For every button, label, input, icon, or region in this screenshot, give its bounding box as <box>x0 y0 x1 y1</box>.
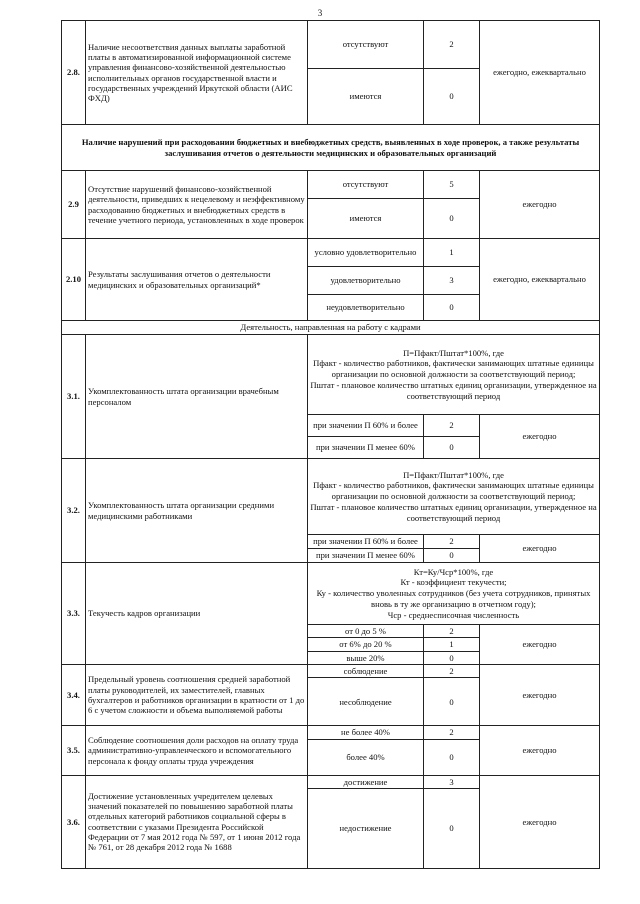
section-title: Деятельность, направленная на работу с кадрами <box>62 321 600 335</box>
table-row <box>62 664 600 677</box>
row-number: 2.8. <box>62 21 86 125</box>
option-label: при значении П 60% и более <box>308 535 424 549</box>
option-label: отсутствуют <box>308 171 424 199</box>
formula-line: Пфакт - количество работников, фактически занимающих штатные единицы организации по основной должности за соответствующий период; <box>313 480 594 502</box>
criterion-text: Текучесть кадров организации <box>86 563 308 665</box>
table-row <box>62 335 600 415</box>
option-label: при значении П 60% и более <box>308 415 424 437</box>
option-label: несоблюдение <box>308 678 424 726</box>
criterion-text: Укомплектованность штата организации средними медицинскими работниками <box>86 459 308 563</box>
option-label: условно удовлетворительно <box>308 239 424 267</box>
frequency: ежегодно <box>480 775 600 868</box>
frequency: ежегодно <box>480 415 600 459</box>
option-label: от 0 до 5 % <box>308 625 424 638</box>
row-number: 3.6. <box>62 775 86 868</box>
score-value: 0 <box>424 199 480 239</box>
row-number: 2.10 <box>62 239 86 321</box>
row-number: 3.2. <box>62 459 86 563</box>
formula-line: Кт - коэффициент текучести; <box>400 577 507 588</box>
table-row <box>62 171 600 199</box>
formula-cell <box>308 459 600 535</box>
section-title: Наличие нарушений при расходовании бюджетных и внебюджетных средств, выявленных в ходе проверок, а также результаты заслушивания отчетов о деятельности медицинских и образовательных организаций <box>62 125 600 171</box>
score-value: 3 <box>424 267 480 295</box>
option-label: отсутствуют <box>308 21 424 69</box>
option-label: при значении П менее 60% <box>308 549 424 563</box>
frequency: ежегодно <box>480 171 600 239</box>
criterion-text: Предельный уровень соотношения средней заработной платы руководителей, их заместителей, главных бухгалтеров и работников организации в кратности от 1 до 6 с учетом сложности и объема выполняемой работы <box>86 664 308 725</box>
score-value: 0 <box>424 549 480 563</box>
formula-line: Пфакт - количество работников, фактически занимающих штатные единицы организации по основной должности за соответствующий период; <box>313 358 594 380</box>
formula-line: Пштат - плановое количество штатных единиц организации, утвержденное на соответствующий период <box>310 501 597 523</box>
formula-line: Кт=Ку/Чср*100%, где <box>413 566 494 577</box>
table-row <box>62 775 600 788</box>
score-value: 0 <box>424 295 480 321</box>
score-value: 0 <box>424 739 480 775</box>
option-label: недостижение <box>308 788 424 868</box>
score-value: 3 <box>424 775 480 788</box>
formula-line: Ку - количество уволенных сотрудников (без учета сотрудников, принятых вновь в ту же организацию в отчетном году); <box>316 588 591 609</box>
criterion-text: Результаты заслушивания отчетов о деятельности медицинских и образовательных организаций* <box>86 239 308 321</box>
frequency: ежегодно <box>480 625 600 665</box>
option-label: достижение <box>308 775 424 788</box>
option-label: при значении П менее 60% <box>308 437 424 459</box>
formula-line: Чср - среднесписочная численность <box>387 609 520 620</box>
formula-line: Пштат - плановое количество штатных единиц организации, утвержденное на соответствующий период <box>310 379 597 401</box>
option-label: не более 40% <box>308 726 424 739</box>
score-value: 0 <box>424 678 480 726</box>
table-row <box>62 21 600 69</box>
table-row <box>62 726 600 739</box>
row-number: 3.4. <box>62 664 86 725</box>
score-value: 2 <box>424 535 480 549</box>
formula-line: П=Пфакт/Пштат*100%, где <box>403 347 504 358</box>
section-header-row <box>62 125 600 171</box>
frequency: ежегодно <box>480 726 600 775</box>
table-row <box>62 563 600 625</box>
option-label: более 40% <box>308 739 424 775</box>
score-value: 2 <box>424 664 480 677</box>
formula-cell <box>308 563 600 625</box>
option-label: соблюдение <box>308 664 424 677</box>
score-value: 0 <box>424 69 480 125</box>
score-value: 2 <box>424 726 480 739</box>
option-label: удовлетворительно <box>308 267 424 295</box>
criterion-text: Достижение установленных учредителем целевых значений показателей по повышению заработной платы отдельных категорий работников социальной сферы в соответствии с указами Президента Российской Федерации от 7 мая 2012 года № 597, от 1 июня 2012 года № 761, от 28 декабря 2012 года № 1688 <box>86 775 308 868</box>
option-label: от 6% до 20 % <box>308 638 424 651</box>
section-header-row <box>62 321 600 335</box>
option-label: имеются <box>308 199 424 239</box>
option-label: имеются <box>308 69 424 125</box>
frequency: ежегодно, ежеквартально <box>480 21 600 125</box>
row-number: 2.9 <box>62 171 86 239</box>
score-value: 2 <box>424 21 480 69</box>
frequency: ежегодно <box>480 535 600 563</box>
option-label: выше 20% <box>308 651 424 664</box>
criterion-text: Наличие несоответствия данных выплаты заработной платы в автоматизированной информационной системе управления финансово-хозяйственной деятельностью исполнительных органов государственной власти и государственных учреждений Иркутской области (АИС ФХД) <box>86 21 308 125</box>
row-number: 3.3. <box>62 563 86 665</box>
criterion-text: Отсутствие нарушений финансово-хозяйственной деятельности, приведших к нецелевому и неэффективному расходованию бюджетных и внебюджетных средств в течение учетного периода, установленных в ходе проверок <box>86 171 308 239</box>
row-number: 3.5. <box>62 726 86 775</box>
score-value: 1 <box>424 638 480 651</box>
table-row <box>62 239 600 267</box>
score-value: 0 <box>424 788 480 868</box>
score-value: 2 <box>424 415 480 437</box>
score-value: 1 <box>424 239 480 267</box>
page-number: 3 <box>317 8 323 18</box>
row-number: 3.1. <box>62 335 86 459</box>
table-row <box>62 459 600 535</box>
score-value: 2 <box>424 625 480 638</box>
score-value: 0 <box>424 651 480 664</box>
criteria-table <box>61 20 600 869</box>
option-label: неудовлетворительно <box>308 295 424 321</box>
score-value: 5 <box>424 171 480 199</box>
criterion-text: Соблюдение соотношения доли расходов на оплату труда административно-управленческого и вспомогательного персонала к фонду оплаты труда учреждения <box>86 726 308 775</box>
frequency: ежегодно <box>480 664 600 725</box>
criterion-text: Укомплектованность штата организации врачебным персоналом <box>86 335 308 459</box>
score-value: 0 <box>424 437 480 459</box>
frequency: ежегодно, ежеквартально <box>480 239 600 321</box>
formula-cell <box>308 335 600 415</box>
formula-line: П=Пфакт/Пштат*100%, где <box>403 469 504 480</box>
